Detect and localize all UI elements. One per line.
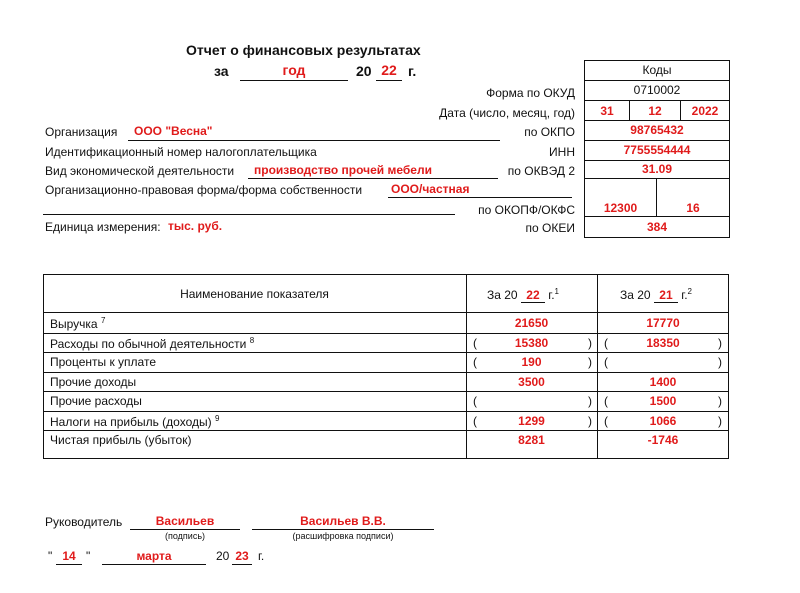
- paren-mark: ): [718, 355, 722, 369]
- col1-header: [487, 287, 559, 303]
- paren-mark: ): [588, 413, 592, 428]
- paren-mark: ): [718, 394, 722, 408]
- row-name-text: Расходы по обычной деятельности: [50, 336, 247, 351]
- table-row-divider: [43, 411, 729, 412]
- date-day: 31: [600, 104, 614, 118]
- paren-mark: ): [588, 335, 592, 350]
- period-for-label: за: [214, 63, 229, 79]
- unit-label: Единица измерения:: [45, 220, 161, 234]
- footer-year-prefix: 20: [216, 549, 230, 563]
- table-col-divider-2: [597, 274, 598, 459]
- okpo-label: по ОКПО: [524, 125, 575, 139]
- row-name: [50, 433, 191, 447]
- row-name-text: Прочие расходы: [50, 394, 142, 408]
- paren-mark: ): [718, 413, 722, 428]
- okved-label: по ОКВЭД 2: [507, 164, 575, 178]
- col-name-header: Наименование показателя: [180, 287, 329, 301]
- row-name-text: Проценты к уплате: [50, 355, 156, 369]
- row-note: 8: [249, 335, 255, 345]
- col2-note: 2: [687, 287, 692, 296]
- col1-note: 1: [554, 287, 559, 296]
- footer-year-underline: [232, 564, 252, 565]
- row-value-previous: 17770: [646, 316, 680, 330]
- col2-year: 21: [654, 288, 678, 303]
- activity-underline: [248, 178, 498, 179]
- row-name: [50, 336, 254, 351]
- activity-value: производство прочей мебели: [254, 163, 432, 177]
- inn-label: ИНН: [549, 145, 575, 159]
- row-value-previous: -1746: [647, 433, 679, 447]
- date-day-value: 14: [62, 549, 76, 563]
- row-value-current: 8281: [518, 433, 545, 447]
- year-g-label: г.: [408, 63, 417, 79]
- decoding-value: Васильев В.В.: [300, 514, 386, 528]
- codes-header: Коды: [585, 61, 729, 81]
- okpo-value: 98765432: [585, 121, 729, 141]
- day-underline: [56, 564, 82, 565]
- table-row-divider: [43, 352, 729, 353]
- year-value: 22: [381, 62, 397, 78]
- year-prefix: 20: [356, 63, 372, 79]
- col1-year: 22: [521, 288, 545, 303]
- org-label: Организация: [45, 125, 118, 139]
- paren-mark: (: [473, 355, 477, 369]
- row-value-previous: 18350: [646, 335, 680, 350]
- legal-form-underline-2: [43, 214, 455, 215]
- legal-form-label: Организационно-правовая форма/форма собственности: [45, 183, 363, 197]
- org-underline: [128, 140, 500, 141]
- row-value-current: 1299: [518, 413, 545, 428]
- row-value-current: 15380: [514, 335, 549, 350]
- okud-value: 0710002: [585, 81, 729, 101]
- okfs-value: 16: [686, 201, 700, 215]
- footer-year-value: 23: [235, 549, 249, 563]
- year-underline: [376, 80, 402, 81]
- row-name: [50, 414, 219, 429]
- row-name-text: Чистая прибыль (убыток): [50, 433, 192, 447]
- legal-form-value: ООО/частная: [391, 182, 470, 196]
- row-value-previous: 1066: [649, 413, 677, 428]
- month-underline: [102, 564, 206, 565]
- paren-mark: (: [604, 355, 608, 369]
- row-value-previous: 1500: [649, 394, 677, 408]
- paren-mark: (: [604, 394, 608, 408]
- row-name-text: Прочие доходы: [50, 374, 137, 389]
- paren-mark: (: [473, 394, 477, 408]
- col1-suffix: г.: [548, 288, 555, 302]
- signature-caption: (подпись): [164, 531, 206, 541]
- table-row-divider: [43, 372, 729, 373]
- paren-mark: (: [604, 413, 608, 428]
- okved-value: 31.09: [585, 161, 729, 179]
- okei-label: по ОКЕИ: [525, 221, 575, 235]
- period-value: год: [282, 62, 306, 78]
- row-note: 7: [100, 316, 106, 325]
- period-underline: [240, 80, 348, 81]
- legal-form-underline: [388, 197, 572, 198]
- paren-mark: ): [718, 335, 722, 350]
- month-value: марта: [136, 549, 172, 563]
- date-month: 12: [648, 104, 662, 118]
- paren-mark: ): [588, 394, 592, 408]
- decoding-caption: (расшифровка подписи): [292, 531, 394, 541]
- table-row-divider: [43, 333, 729, 334]
- signature-value: Васильев: [155, 514, 215, 528]
- col2-suffix: г.: [681, 288, 688, 302]
- org-value: ООО "Весна": [134, 124, 213, 138]
- quote-close: ": [86, 549, 91, 563]
- okud-label: Форма по ОКУД: [486, 86, 575, 100]
- paren-mark: (: [473, 335, 477, 350]
- row-name-text: Выручка: [50, 317, 98, 331]
- row-name: [50, 375, 136, 389]
- quote-open: ": [48, 549, 53, 563]
- inn-value: 7755554444: [585, 141, 729, 161]
- decoding-underline: [252, 529, 434, 530]
- row-name-text: Налоги на прибыль (доходы): [50, 414, 212, 429]
- table-header-divider: [43, 312, 729, 313]
- row-name: [50, 355, 156, 369]
- activity-label: Вид экономической деятельности: [45, 164, 235, 178]
- col1-prefix: За 20: [487, 288, 518, 302]
- footer-year-g: г.: [258, 549, 265, 563]
- okopf-value: 12300: [603, 201, 638, 215]
- date-year: 2022: [691, 104, 719, 118]
- row-value-current: 190: [521, 355, 542, 369]
- okopf-label: по ОКОПФ/ОКФС: [478, 203, 575, 217]
- col2-header: [620, 287, 692, 303]
- col2-prefix: За 20: [620, 288, 651, 302]
- table-row-divider: [43, 391, 729, 392]
- report-title: Отчет о финансовых результатах: [186, 42, 421, 58]
- signature-underline: [130, 529, 240, 530]
- unit-value: тыс. руб.: [168, 219, 223, 233]
- inn-full-label: Идентификационный номер налогоплательщика: [45, 145, 317, 159]
- table-row-divider: [43, 430, 729, 431]
- row-name: [50, 316, 105, 331]
- row-value-previous: 1400: [649, 374, 677, 389]
- paren-mark: (: [604, 335, 608, 350]
- paren-mark: (: [473, 413, 477, 428]
- row-name: [50, 394, 142, 408]
- row-value-current: 21650: [514, 316, 549, 330]
- row-note: 9: [214, 413, 220, 423]
- paren-mark: ): [588, 355, 592, 369]
- date-label: Дата (число, месяц, год): [439, 106, 575, 120]
- row-value-current: 3500: [518, 374, 545, 389]
- okei-value: 384: [646, 220, 668, 234]
- head-label: Руководитель: [45, 515, 123, 529]
